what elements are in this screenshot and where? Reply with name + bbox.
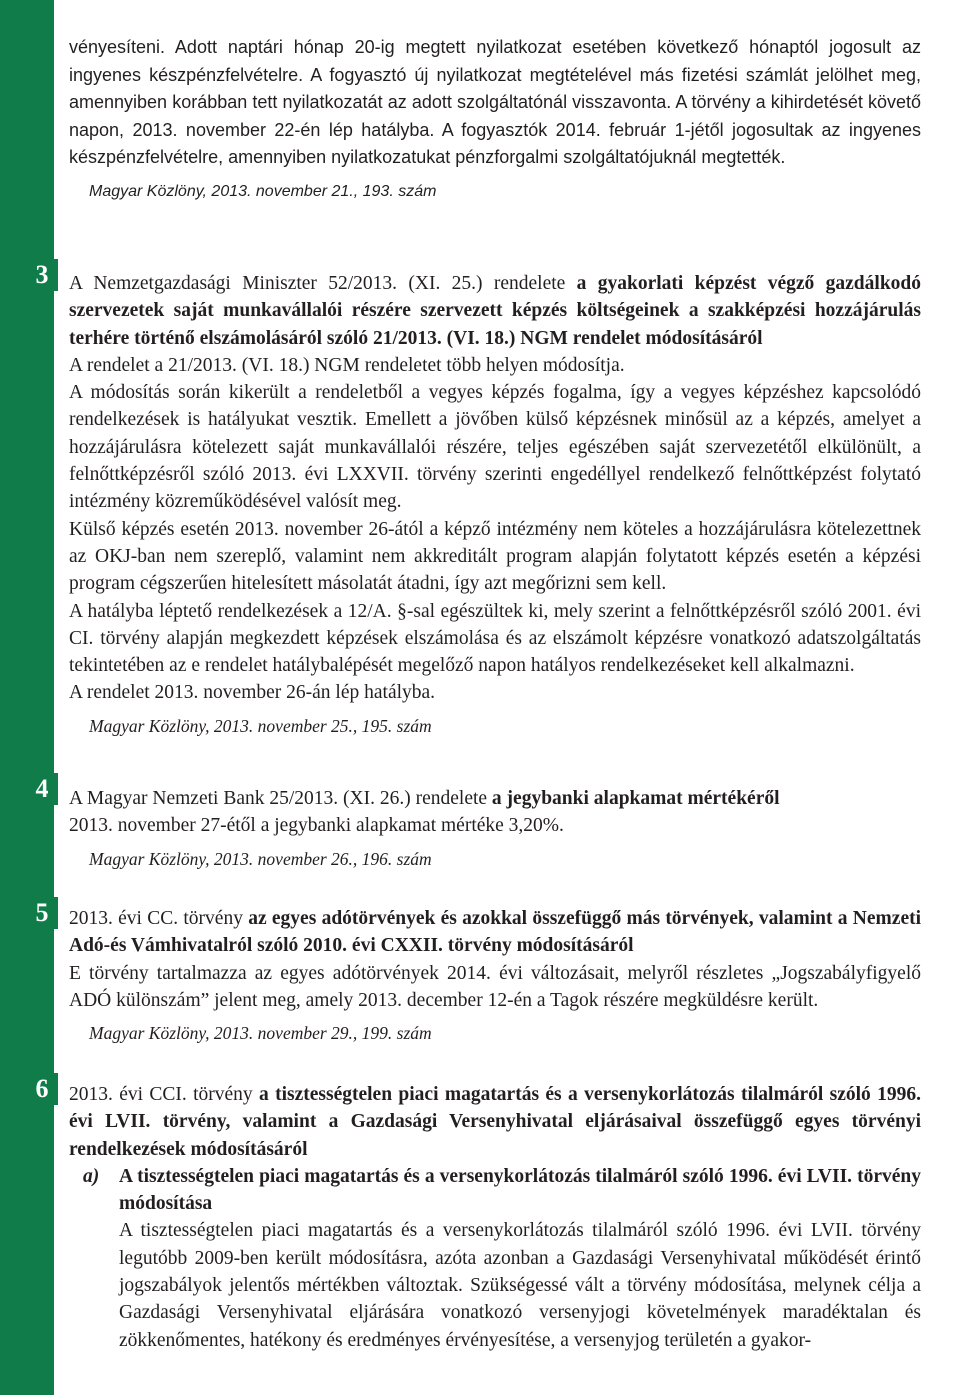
paragraph: A rendelet 2013. november 26-án lép hatályba. xyxy=(69,682,436,704)
section-number-badge: 6 xyxy=(26,1073,58,1105)
subsection-a xyxy=(69,1163,921,1354)
intro-section xyxy=(69,34,921,205)
heading-title: az egyes adótörvények és azokkal összefüggő más törvények, valamint a Nemzeti Adó-és Vámhivatalról szóló 2010. évi CXXII. törvény módosításáról xyxy=(69,908,922,957)
paragraph: A rendelet a 21/2013. (VI. 18.) NGM rendeletet több helyen módosítja. xyxy=(69,354,625,376)
source-reference: Magyar Közlöny, 2013. november 29., 199. szám xyxy=(89,1023,432,1044)
section-heading xyxy=(69,905,921,960)
heading-title: a jegybanki alapkamat mértékéről xyxy=(491,788,780,809)
section-6 xyxy=(69,1081,921,1354)
heading-lead: A Magyar Nemzeti Bank 25/2013. (XI. 26.) rendelete xyxy=(69,788,492,809)
paragraph: A módosítás során kikerült a rendeletből a vegyes képzés fogalma, így a vegyes képzéshez kapcsolódó rendelkezések is hatályukat vesztik. Emellett a jövőben külső képzésnek minősül az a képzés, amelyet a hozzájárulásra kötelezett saját munkavállalói részére, teljes egészében saját szervezetétől elkülönült, a felnőttképzésről szóló 2013. évi LXXVII. törvény szerinti engedéllyel rendelkező felnőttképzést folytató intézmény közreműködésével valósít meg. xyxy=(69,382,921,513)
heading-lead: A Nemzetgazdasági Miniszter 52/2013. (XI. 25.) rendelete xyxy=(69,273,577,294)
heading-lead: 2013. évi CC. törvény xyxy=(69,908,249,929)
subsection-body xyxy=(119,1163,921,1354)
section-5 xyxy=(69,905,921,1047)
source-reference: Magyar Közlöny, 2013. november 26., 196. szám xyxy=(89,848,432,869)
paragraph: E törvény tartalmazza az egyes adótörvények 2014. évi változásait, melyről részletes „Jogszabályfigyelő ADÓ különszám” jelent meg, amely 2013. december 12-én a Tagok részére megküldésre került. xyxy=(69,962,921,1011)
section-3 xyxy=(69,270,921,740)
source-reference: Magyar Közlöny, 2013. november 21., 193. szám xyxy=(89,182,437,200)
paragraph: A tisztességtelen piaci magatartás és a versenykorlátozás tilalmáról szóló 1996. évi LVII. törvény legutóbb 2009-ben került módosításra, azóta azonban a Gazdasági Versenyhivatal működését érintő jogszabályok jelentős mértékben változtak. Szükségessé vált a törvény módosítása, melynek célja a Gazdasági Versenyhivatal eljárására vonatkozó versenyjogi követelmények maradéktalan és zökkenőmentes, hatékony és eredményes érvényesítése, a versenyjog területén a gyakor- xyxy=(119,1220,921,1351)
section-heading xyxy=(69,785,921,812)
section-number-badge: 4 xyxy=(26,773,58,805)
section-heading xyxy=(69,270,921,352)
source-reference: Magyar Közlöny, 2013. november 25., 195. szám xyxy=(89,715,432,736)
intro-paragraph: vényesíteni. Adott naptári hónap 20-ig megtett nyilatkozat esetében következő hónaptól jogosult az ingyenes készpénzfelvételre. A fogyasztó új nyilatkozat megtételével más fizetési számlát jelölhet meg, amennyiben korábban tett nyilatkozatát az adott szolgáltatónál visszavonta. A törvény a kihirdetését követő napon, 2013. november 22-én lép hatályba. A fogyasztók 2014. február 1-jétől jogosultak az ingyenes készpénzfelvételre, amennyiben nyilatkozatukat pénzforgalmi szolgáltatójuknál megtették. xyxy=(69,37,921,167)
sidebar-stripe xyxy=(0,0,54,1395)
paragraph: A hatályba léptető rendelkezések a 12/A. §-sal egészültek ki, mely szerint a felnőttképzésről szóló 2001. évi CI. törvény alapján megkezdett képzések elszámolása és az elszámolt képzésre vonatkozó adatszolgáltatás tekintetében az e rendelet hatálybalépését megelőző napon hatályos rendelkezéseket kell alkalmazni. xyxy=(69,600,921,677)
section-heading xyxy=(69,1081,921,1163)
section-number-badge: 5 xyxy=(26,897,58,929)
heading-title: a gyakorlati képzést végző gazdálkodó szervezetek saját munkavállalói részére szervezett képzés költségeinek a szakképzési hozzájárulás terhére történő elszámolásáról szóló 21/2013. (VI. 18.) NGM rendelet módosításáról xyxy=(69,273,922,349)
section-number-badge: 3 xyxy=(26,259,58,291)
heading-lead: 2013. évi CCI. törvény xyxy=(69,1084,260,1105)
subsection-title xyxy=(119,1163,921,1218)
subsection-label: a) xyxy=(83,1165,100,1187)
paragraph: 2013. november 27-étől a jegybanki alapkamat mértéke 3,20%. xyxy=(69,815,564,837)
section-4 xyxy=(69,785,921,873)
subsection-title-text: A tisztességtelen piaci magatartás és a versenykorlátozás tilalmáról szóló 1996. évi LVII. törvény módosítása xyxy=(119,1165,921,1215)
heading-title: a tisztességtelen piaci magatartás és a versenykorlátozás tilalmáról szóló 1996. évi LVII. törvény, valamint a Gazdasági Versenyhivatal eljárásaival összefüggő egyes törvényi rendelkezések módosításáról xyxy=(69,1084,921,1160)
paragraph: Külső képzés esetén 2013. november 26-ától a képző intézmény nem köteles a hozzájárulásra kötelezettnek az OKJ-ban nem szereplő, valamint nem akkreditált program alapján folytatott képzés esetén a képzési program cégszerűen hitelesített másolatát átadni, így azt megőrizni sem kell. xyxy=(69,518,921,595)
